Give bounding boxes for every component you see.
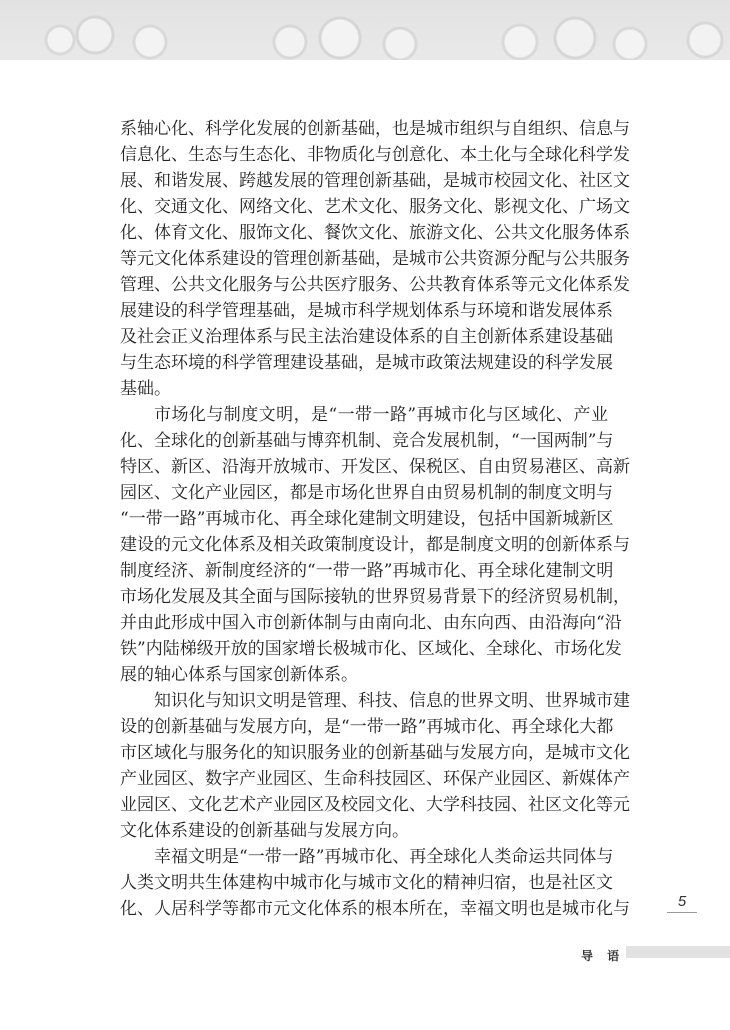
text-line: 管理、公共文化服务与公共医疗服务、公共教育体系等元文化体系发 [120,275,630,295]
text-line: 制度经济、新制度经济的“一带一路”再城市化、再全球化建制文明 [120,561,614,581]
paragraph [120,844,630,922]
decorative-dotted-band [626,946,730,958]
text-line: 基础。 [120,379,171,399]
paragraph [120,688,630,844]
text-line: 特区、新区、沿海开放城市、开发区、保税区、自由贸易港区、高新 [120,457,630,477]
text-line: 人类文明共生体建构中城市化与城市文化的精神归宿，也是社区文 [120,873,613,893]
text-line: 化、人居科学等都市元文化体系的根本所在，幸福文明也是城市化与 [120,899,630,919]
text-line: 化、体育文化、服饰文化、餐饮文化、旅游文化、公共文化服务体系 [120,223,630,243]
text-line: 知识化与知识文明是管理、科技、信息的世界文明、世界城市建 [154,691,630,711]
text-line: 建设的元文化体系及相关政策制度设计，都是制度文明的创新体系与 [120,535,630,555]
text-line: 信息化、生态与生态化、非物质化与创意化、本土化与全球化科学发 [120,145,630,165]
text-line: 业园区、文化艺术产业园区及校园文化、大学科技园、社区文化等元 [120,795,630,815]
paragraph [120,402,630,688]
text-line: 产业园区、数字产业园区、生命科技园区、环保产业园区、新媒体产 [120,769,630,789]
text-line: 园区、文化产业园区，都是市场化世界自由贸易机制的制度文明与 [120,483,613,503]
text-line: 系轴心化、科学化发展的创新基础，也是城市组织与自组织、信息与 [120,119,630,139]
text-line: 展的轴心体系与国家创新体系。 [120,665,358,685]
text-line: 市场化与制度文明，是“一带一路”再城市化与区域化、产业 [154,405,608,425]
text-line: 设的创新基础与发展方向，是“一带一路”再城市化、再全球化大都 [120,717,614,737]
text-line: 文化体系建设的创新基础与发展方向。 [120,821,409,841]
page-number: 5 [667,893,697,913]
text-line: 市区域化与服务化的知识服务业的创新基础与发展方向，是城市文化 [120,743,630,763]
text-line: 及社会正义治理体系与民主法治建设体系的自主创新体系建设基础 [120,327,613,347]
text-line: “一带一路”再城市化、再全球化建制文明建设，包括中国新城新区 [120,509,614,529]
text-line: 化、交通文化、网络文化、艺术文化、服务文化、影视文化、广场文 [120,197,630,217]
text-line: 等元文化体系建设的管理创新基础，是城市公共资源分配与公共服务 [120,249,630,269]
decorative-cloud-header [0,0,730,60]
text-line: 幸福文明是“一带一路”再城市化、再全球化人类命运共同体与 [154,847,614,867]
text-line: 市场化发展及其全面与国际接轨的世界贸易背景下的经济贸易机制， [120,587,630,607]
text-line: 与生态环境的科学管理建设基础，是城市政策法规建设的科学发展 [120,353,613,373]
text-line: 展建设的科学管理基础，是城市科学规划体系与环境和谐发展体系 [120,301,613,321]
text-line: 化、全球化的创新基础与博弈机制、竞合发展机制，“一国两制”与 [120,431,614,451]
text-line: 并由此形成中国入市创新体制与由南向北、由东向西、由沿海向“沿 [120,613,622,633]
paragraph [120,116,630,402]
text-line: 展、和谐发展、跨越发展的管理创新基础，是城市校园文化、社区文 [120,171,630,191]
section-footer-label: 导 语 [581,949,620,963]
body-text [120,116,630,922]
text-line: 铁”内陆梯级开放的国家增长极城市化、区域化、全球化、市场化发 [120,639,622,659]
